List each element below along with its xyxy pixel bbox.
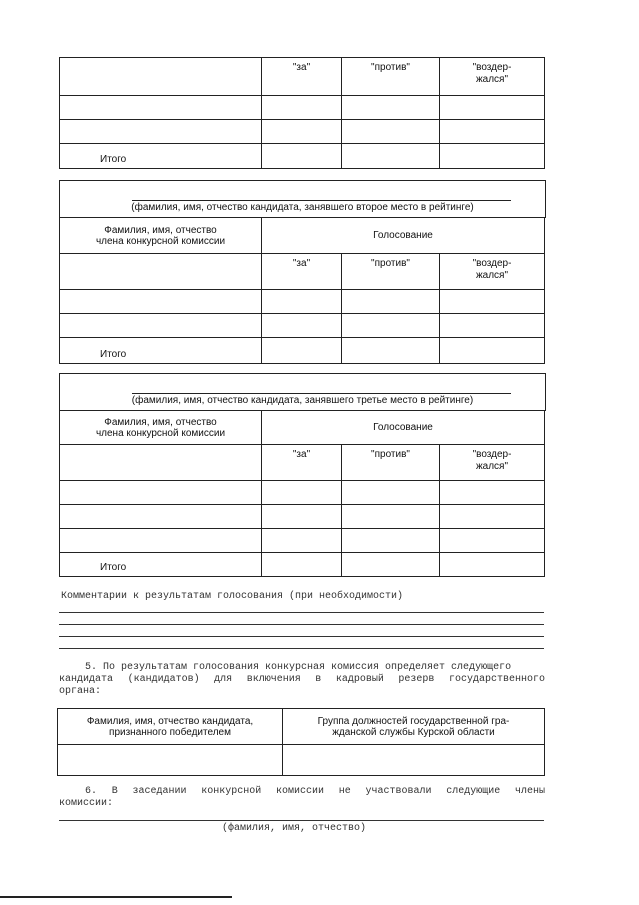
itogo-row	[60, 338, 545, 364]
member-name-cell	[60, 58, 262, 96]
section5-text: 5. По результатам голосования конкурсная комиссия определяет следующего кандидата (кандидатов) для включения в кадровый резерв государственного органа:	[59, 662, 545, 697]
golosovanie-header: Голосование	[262, 411, 545, 445]
vote-table-first	[59, 57, 545, 169]
candidate-second-header	[59, 180, 546, 218]
vote-table-second	[59, 217, 545, 364]
comment-line	[59, 648, 544, 649]
vote-table-third	[59, 410, 545, 577]
caption-third: (фамилия, имя, отчество кандидата, занявшего третье место в рейтинге)	[131, 395, 474, 406]
comment-line	[59, 624, 544, 625]
vozder-header: "воздер- жался"	[440, 445, 545, 481]
table-row	[60, 314, 545, 338]
absent-members-line	[59, 820, 544, 821]
position-group-header: Группа должностей государственной гра- жданской службы Курской области	[283, 709, 545, 745]
winner-table	[57, 708, 545, 776]
golosovanie-header: Голосование	[262, 218, 545, 254]
table-row	[60, 120, 545, 144]
itogo-label: Итого	[60, 338, 262, 364]
section6-text: 6. В заседании конкурсной комиссии не участвовали следующие члены комиссии:	[59, 786, 545, 809]
fio-caption: (фамилия, имя, отчество)	[222, 823, 367, 834]
table-row	[60, 529, 545, 553]
vozder-header: "воздер- жался"	[440, 254, 545, 290]
comments-label: Комментарии к результатам голосования (при необходимости)	[61, 591, 404, 602]
za-header: "за"	[262, 254, 342, 290]
itogo-label: Итого	[60, 553, 262, 577]
caption-second: (фамилия, имя, отчество кандидата, занявшего второе место в рейтинге)	[131, 202, 474, 213]
table-row	[60, 96, 545, 120]
candidate-third-header	[59, 373, 546, 411]
itogo-label: Итого	[60, 144, 262, 169]
member-col-header: Фамилия, имя, отчество члена конкурсной комиссии	[60, 218, 262, 254]
vozder-header: "воздер- жался"	[440, 58, 545, 96]
table-row	[58, 745, 545, 776]
protiv-header: "против"	[342, 58, 440, 96]
za-header: "за"	[262, 58, 342, 96]
winner-name-header: Фамилия, имя, отчество кандидата, признанного победителем	[58, 709, 283, 745]
table-row	[60, 505, 545, 529]
protiv-header: "против"	[342, 445, 440, 481]
za-header: "за"	[262, 445, 342, 481]
itogo-row	[60, 144, 545, 169]
protiv-header: "против"	[342, 254, 440, 290]
comment-line	[59, 612, 544, 613]
member-col-header: Фамилия, имя, отчество члена конкурсной комиссии	[60, 411, 262, 445]
itogo-row	[60, 553, 545, 577]
page-edge-line	[0, 896, 232, 898]
table-row	[60, 481, 545, 505]
comment-line	[59, 636, 544, 637]
table-row	[60, 290, 545, 314]
